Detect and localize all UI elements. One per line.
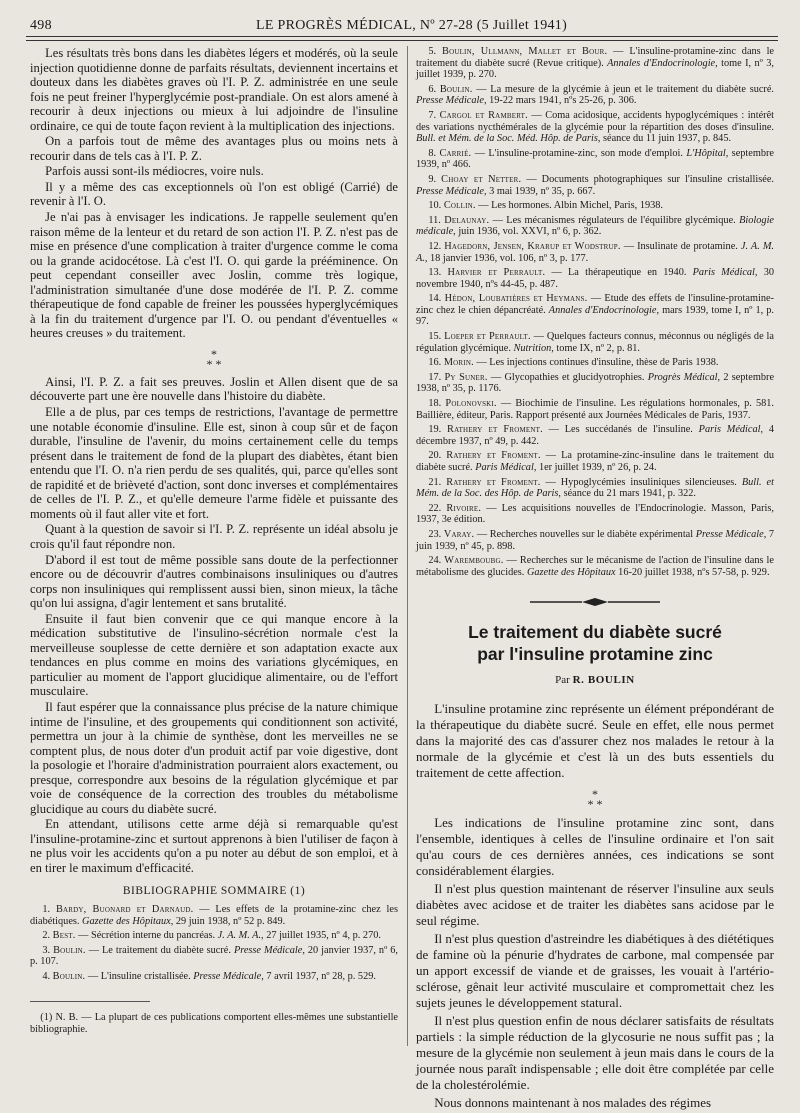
- entry-details: , septembre 1939, nº 466.: [416, 147, 774, 171]
- entry-details: , 2 septembre 1938, nº 35, p. 1176.: [416, 371, 775, 395]
- entry-number: 8.: [428, 147, 437, 159]
- bibliography-entry: [30, 971, 398, 983]
- entry-journal: L'Hôpital: [686, 147, 726, 159]
- entry-authors: Rathery et Froment.: [446, 450, 541, 462]
- entry-authors: Varay.: [443, 528, 475, 540]
- entry-authors: Best.: [52, 930, 76, 942]
- entry-text: — La mesure de la glycémie à jeun et le traitement du diabète sucré.: [472, 83, 775, 95]
- bibliography-entry: [30, 904, 398, 927]
- entry-journal: Bull. et Mém. de la Soc. des Hôp. de Paris: [416, 476, 774, 500]
- article-title-line: par l'insuline protamine zinc: [477, 643, 713, 664]
- entry-journal: Paris Médical: [698, 424, 761, 436]
- entry-details: , 19-22 mars 1941, nºs 25-26, p. 306.: [483, 95, 637, 107]
- entry-journal: Paris Médical: [475, 462, 534, 473]
- entry-number: 6.: [428, 83, 437, 95]
- entry-number: 24.: [428, 555, 442, 567]
- entry-number: 12.: [428, 240, 442, 252]
- entry-number: 1.: [42, 904, 51, 916]
- entry-text: — Sécrétion interne du pancréas.: [75, 930, 218, 942]
- entry-text: — Glycopathies et glucidyotrophies.: [487, 371, 648, 383]
- left-column: [30, 46, 398, 1045]
- entry-text: — Les injections continues d'insuline, thèse de Paris 1938.: [473, 357, 719, 369]
- entry-number: 18.: [428, 398, 442, 410]
- entry-journal: J. A. M. A.: [416, 240, 775, 264]
- bibliography-entry: [416, 241, 774, 264]
- entry-details: , séance du 11 juin 1937, p. 845.: [597, 133, 732, 145]
- entry-text: — La protamine-zinc-insuline dans le traitement du diabète sucré.: [416, 450, 774, 473]
- entry-details: , 20 janvier 1937, nº 6, p. 107.: [30, 944, 398, 968]
- entry-journal: Annales d'Endocrinologie: [548, 304, 657, 316]
- header-rule-thin: [26, 40, 778, 41]
- entry-authors: Hédon, Loubatières et Heymans.: [444, 293, 588, 305]
- entry-journal: Presse Médicale: [416, 95, 484, 107]
- entry-journal: Presse Médicale: [193, 971, 262, 983]
- column-divider: [407, 46, 408, 1046]
- article-paragraph: Il n'est plus question maintenant de réserver l'insuline aux seuls diabètes avec acidose et de traiter les diabètes sans acidose par le seul régime.: [416, 881, 774, 929]
- footnote-rule: [30, 1001, 150, 1002]
- entry-authors: Loeper et Perrault.: [444, 331, 531, 343]
- page-number: 498: [30, 18, 52, 33]
- entry-journal: Paris Médical: [692, 267, 755, 279]
- entry-number: 21.: [428, 476, 442, 488]
- paragraph: Parfois aussi sont-ils médiocres, voire nuls.: [45, 164, 264, 179]
- entry-number: 4.: [42, 971, 51, 983]
- entry-journal: Presse Médicale: [416, 185, 484, 197]
- entry-journal: Gazette des Hôpitaux: [526, 566, 616, 578]
- entry-number: 9.: [428, 173, 437, 185]
- bibliography-entry: [416, 46, 774, 81]
- entry-journal: Nutrition: [513, 342, 552, 354]
- entry-details: , 7 juin 1939, nº 45, p. 898.: [416, 528, 775, 552]
- entry-details: , mars 1939, tome I, nº 1, p. 97.: [416, 304, 775, 328]
- entry-authors: Delaunay.: [444, 214, 490, 226]
- paragraph: Les résultats très bons dans les diabètes légers et modérés, où la seule injection quotidienne donne de parfaits résultats, deviennent incertains et douteux dans les diabètes graves où l'I. P. Z. administrée en une seule fois ne peut freiner l'hyperglycémie post-prandiale. On est alors amené à recourir à deux injections ou mieux à lui adjoindre de l'insuline ordinaire, ce qui de toute façon revient à la multiplication des injections.: [30, 46, 398, 133]
- section-separator-asterism: * * *: [587, 787, 603, 812]
- bibliography-entry: [416, 84, 774, 107]
- bibliography-entry: [416, 267, 774, 290]
- paragraph: Elle a de plus, par ces temps de restrictions, l'avantage de permettre une notable économie d'insuline. Elle est, sinon à coup sûr et de façon durable, l'insuline de l'avenir, du moins certainement celle du temps présent dans le traitement de fond de la plupart des diabètes, étant bien entendu que l'I. O. n'a rien perdu de ses qualités, qui, parce qu'elles sont de rapidité et de brièveté d'action, sont donc inverses et complémentaires de celles de l'I. P. Z., et qu'elle demeure l'arme fidèle et puissante des moments où il faut aller vite et fort.: [30, 405, 398, 521]
- bibliography-entry: [416, 357, 774, 369]
- bibliography-list: [30, 904, 398, 983]
- bibliography-entry: [416, 503, 774, 526]
- entry-authors: Hagedorn, Jensen, Krarup et Wodstrup.: [444, 240, 621, 252]
- entry-details: , 18 janvier 1936, vol. 106, nº 3, p. 177.: [424, 252, 589, 264]
- entry-journal: J. A. M. A.: [217, 930, 262, 942]
- entry-text: — Quelques facteurs connus, méconnus ou négligés de la régulation glycémique.: [416, 331, 774, 354]
- bibliography-entry: [30, 945, 398, 968]
- entry-details: , juin 1936, vol. XXVI, nº 6, p. 362.: [453, 226, 602, 238]
- paragraph: D'abord il est tout de même possible sans doute de la perfectionner encore ou de découvrir d'autres combinaisons insuliniques ou d'autres corps non insuliniques qui remplissent aussi bien, sinon mieux, la tâche qu'on lui assigna, d'agir lentement et sans brutalité.: [30, 552, 398, 611]
- entry-authors: Boulin.: [439, 83, 473, 95]
- entry-text: — Coma acidosique, accidents hypoglycémiques : intérêt des variations nycthémérales de la glycémie pour la répartition des doses d'insuline.: [416, 109, 774, 133]
- bibliography-entry: [416, 148, 774, 171]
- entry-number: 14.: [428, 293, 442, 305]
- bibliography-heading: BIBLIOGRAPHIE SOMMAIRE (1): [122, 884, 306, 897]
- entry-text: — Les succédanés de l'insuline.: [542, 424, 699, 436]
- paragraph: Ensuite il faut bien convenir que ce qui manque encore à la médication substitutive de l'insulino-sécrétion normale c'est la merveilleuse souplesse de cette dernière et son adaptation exacte aux tendances en plus comme en moins des variations glycémiques, en particulier au moment de l'apport glucidique alimentaire, ou de l'effort musculaire.: [30, 611, 398, 699]
- entry-number: 15.: [428, 331, 442, 343]
- entry-journal: Biologie médicale: [416, 214, 774, 238]
- ornament-rule-icon: [530, 597, 660, 607]
- bibliography-entry: [416, 555, 774, 578]
- paragraph: On a parfois tout de même des avantages plus ou moins nets à recourir dans de tels cas à l'I. P. Z.: [30, 134, 398, 163]
- paragraph: Quant à la question de savoir si l'I. P. Z. représente un idéal absolu je crois qu'il faut répondre non.: [30, 522, 398, 551]
- bibliography-entry: [416, 215, 774, 238]
- entry-text: — Biochimie de l'insuline. Les régulations hormonales, p. 581. Baillière, éditeur, Paris. Rapport présenté aux Journées Médicales de Paris, 1937.: [416, 398, 775, 421]
- entry-details: , 1er juillet 1939, nº 26, p. 24.: [533, 462, 657, 473]
- article-title: [416, 621, 774, 665]
- entry-authors: Morin.: [443, 357, 474, 369]
- paragraph: Il y a même des cas exceptionnels où l'on est obligé (Carrié) de revenir à l'I. O.: [30, 179, 398, 209]
- article-paragraph: Il n'est plus question enfin de nous déclarer satisfaits de résultats partiels : la simple réduction de la glycosurie ne nous suffit pas ; la mesure de la glycémie non seulement à jeun mais dans le cours de la journée nous paraît indispensable ; elle doit être complétée par celle de la cholestérolémie.: [416, 1013, 774, 1093]
- entry-authors: Waremboubg.: [444, 555, 504, 567]
- article-paragraph: Il n'est plus question d'astreindre les diabétiques à des diététiques de famine où la pénurie d'hydrates de carbone, mal compensée par un apport excessif de viande et de graisses, les vouait à l'artério-sclérose, gênait leur activité musculaire et compromettait chez les sujets jeunes le développement statural.: [416, 931, 774, 1011]
- ornamental-divider: [416, 596, 774, 611]
- bibliography-entry: [30, 930, 398, 942]
- entry-text: — Hypoglycémies insuliniques silencieuses.: [540, 476, 742, 488]
- entry-details: , 27 juillet 1935, nº 4, p. 270.: [261, 930, 381, 942]
- entry-details: 16-20 juillet 1938, nºs 57-58, p. 929.: [615, 566, 770, 578]
- bibliography-entry: [416, 174, 774, 197]
- entry-text: — Les mécanismes régulateurs de l'équilibre glycémique.: [489, 214, 740, 226]
- entry-number: 19.: [428, 424, 442, 436]
- entry-text: — L'insuline cristallisée.: [85, 971, 194, 983]
- entry-authors: Rivoire.: [446, 502, 482, 514]
- entry-authors: Rathery et Froment.: [446, 476, 541, 488]
- entry-number: 5.: [428, 46, 437, 57]
- entry-authors: Cargol et Rambert.: [439, 109, 528, 121]
- bibliography-entry: [416, 398, 774, 421]
- bibliography-entry: [416, 331, 774, 354]
- entry-details: , 29 juin 1938, nº 52 p. 849.: [170, 915, 286, 927]
- entry-authors: Harvier et Perrault.: [447, 267, 546, 279]
- entry-journal: Gazette des Hôpitaux: [82, 915, 171, 927]
- entry-authors: Boulin.: [52, 971, 86, 983]
- entry-details: , 4 décembre 1937, nº 49, p. 442.: [416, 424, 775, 447]
- entry-authors: Carrié.: [439, 147, 472, 159]
- entry-journal: Progrès Médical: [647, 371, 718, 383]
- entry-details: , 30 novembre 1940, nºs 44-45, p. 487.: [416, 267, 774, 290]
- bibliography-entry: [416, 424, 774, 447]
- entry-details: , tome IX, nº 2, p. 81.: [551, 342, 640, 354]
- entry-number: 3.: [42, 944, 51, 956]
- bibliography-list-continued: [416, 46, 774, 578]
- paragraph: Ainsi, l'I. P. Z. a fait ses preuves. Joslin et Allen disent que de sa découverte part une ère nouvelle dans l'histoire du diabète.: [30, 374, 398, 404]
- byline-prefix: Par: [555, 673, 570, 686]
- entry-details: , 7 avril 1937, nº 28, p. 529.: [261, 971, 376, 983]
- bibliography-entry: [416, 450, 774, 473]
- entry-number: 16.: [428, 357, 442, 369]
- article-paragraph: Les indications de l'insuline protamine zinc sont, dans l'ensemble, identiques à celles de l'insuline ordinaire et l'on sait qu'au cours de ces dernières années, ces indications se sont considérablement élargies.: [416, 815, 774, 879]
- entry-authors: Py Suner.: [444, 371, 488, 383]
- entry-authors: Boulin, Ullmann, Mallet et Bour.: [442, 46, 608, 57]
- entry-number: 10.: [428, 200, 442, 212]
- entry-authors: Collin.: [443, 200, 476, 212]
- journal-title: LE PROGRÈS MÉDICAL, Nº 27-28 (5 Juillet 1941): [256, 18, 568, 33]
- entry-authors: Polonovski.: [445, 398, 497, 410]
- entry-authors: Choay et Netter.: [441, 173, 522, 185]
- entry-text: — Les hormones. Albin Michel, Paris, 1938.: [475, 200, 663, 212]
- entry-text: — La thérapeutique en 1940.: [545, 267, 693, 279]
- entry-number: 17.: [428, 371, 442, 383]
- entry-authors: Boulin.: [53, 944, 86, 956]
- entry-number: 23.: [428, 528, 442, 540]
- author-name: R. BOULIN: [572, 673, 635, 686]
- bibliography-entry: [416, 372, 774, 395]
- entry-text: — L'insuline-protamine-zinc dans le traitement du diabète sucré (Revue critique).: [416, 46, 775, 69]
- article-paragraph: Nous donnons maintenant à nos malades des régimes: [434, 1095, 712, 1111]
- section-separator-asterism: * * *: [206, 346, 222, 371]
- header-rule: [26, 36, 778, 37]
- entry-journal: Bull. et Mém. de la Soc. Méd. Hôp. de Paris: [416, 133, 598, 145]
- entry-text: — L'insuline-protamine-zinc, son mode d'emploi.: [471, 147, 687, 159]
- bibliography-entry: [416, 200, 774, 212]
- article-intro: L'insuline protamine zinc représente un élément prépondérant de la thérapeutique du diabète sucré. Seule en effet, elle nous permet dans la majorité des cas d'assurer chez nos malades le retour à la normale de la glycémie et c'est là un des buts essentiels du traitement de cette affection.: [416, 701, 774, 781]
- paragraph: Je n'ai pas à envisager les indications. Je rappelle seulement qu'en raison même de la lenteur et du retard de son action l'I. P. Z. n'est pas de mise en présence d'une complication à traiter d'urgence comme le coma ou la grande acidocétose. Là c'est l'I. O. qui garde la prééminence. On peut cependant conseiller avec Joslin, comme très logique, l'administration simultanée d'une dose modérée de l'I. P. Z. comme thérapeutique de fond capable de freiner les poussées hyperglycémiques à la fin du traitement d'urgence par l'I. O. ou pendant d'éventuelles « heures creuses » du traitement.: [30, 210, 398, 341]
- entry-text: — Recherches sur le mécanisme de l'action de l'insuline dans le métabolisme des glucides.: [416, 555, 774, 578]
- paragraph: Il faut espérer que la connaissance plus précise de la nature chimique intime de l'insuline, et des groupements qui conditionnent son activité, permettra un jour à la chimie de synthèse, dont les merveilles ne se comptent plus, de nous doter d'un produit actif par voie digestive, dont la posologie et l'horaire d'administration pourraient alors exactement, ou presque, correspondre aux besoins de la régulation glycémique et par voie de conséquence de la correction des troubles du métabolisme glucidique au cours du diabète sucré.: [30, 699, 398, 816]
- entry-journal: Presse Médicale: [695, 528, 764, 540]
- bibliography-entry: [416, 477, 774, 500]
- entry-text: — Les effets de la protamine-zinc chez les diabétiques.: [30, 904, 398, 927]
- entry-text: — Les acquisitions nouvelles de l'Endocrinologie. Masson, Paris, 1937, 3e édition.: [416, 502, 774, 526]
- entry-details: , tome I, nº 3, juillet 1939, p. 270.: [416, 57, 775, 81]
- entry-authors: Bardy, Buonard et Darnaud.: [55, 904, 194, 916]
- entry-details: , séance du 21 mars 1941, p. 322.: [558, 488, 696, 500]
- running-header: [0, 12, 800, 34]
- footnote: (1) N. B. — La plupart de ces publications comportent elles-mêmes une substantielle bibliographie.: [30, 1011, 398, 1035]
- entry-number: 11.: [428, 214, 441, 226]
- bibliography-entry: [416, 293, 774, 328]
- right-column: [416, 46, 774, 1113]
- entry-number: 2.: [42, 930, 51, 942]
- bibliography-entry: [416, 529, 774, 552]
- entry-text: — Etude des effets de l'insuline-protamine-zinc chez le chien dépancréaté.: [416, 293, 774, 316]
- entry-text: — Le traitement du diabète sucré.: [85, 944, 234, 956]
- entry-number: 20.: [428, 450, 442, 462]
- bibliography-entry: [416, 110, 774, 145]
- entry-number: 7.: [428, 109, 437, 121]
- entry-journal: Presse Médicale: [233, 944, 303, 956]
- paragraph: En attendant, utilisons cette arme déjà si remarquable qu'est l'insuline-protamine-zinc et surtout apprenons à bien l'utiliser de façon à ne plus voir les accidents qu'on a pu noter au début de son emploi, et à en tirer le maximum d'efficacité.: [30, 817, 398, 875]
- entry-text: — Recherches nouvelles sur le diabète expérimental: [474, 528, 696, 540]
- entry-text: — Documents photographiques sur l'insuline cristallisée.: [521, 173, 774, 185]
- entry-text: — Insulinate de protamine.: [620, 240, 741, 252]
- article-title-line: Le traitement du diabète sucré: [468, 621, 722, 642]
- entry-details: , 3 mai 1939, nº 35, p. 667.: [483, 185, 596, 197]
- entry-number: 22.: [428, 502, 442, 514]
- entry-authors: Rathery et Froment.: [447, 424, 543, 436]
- entry-number: 13.: [428, 267, 442, 279]
- entry-journal: Annales d'Endocrinologie: [607, 57, 716, 69]
- byline: [416, 673, 774, 688]
